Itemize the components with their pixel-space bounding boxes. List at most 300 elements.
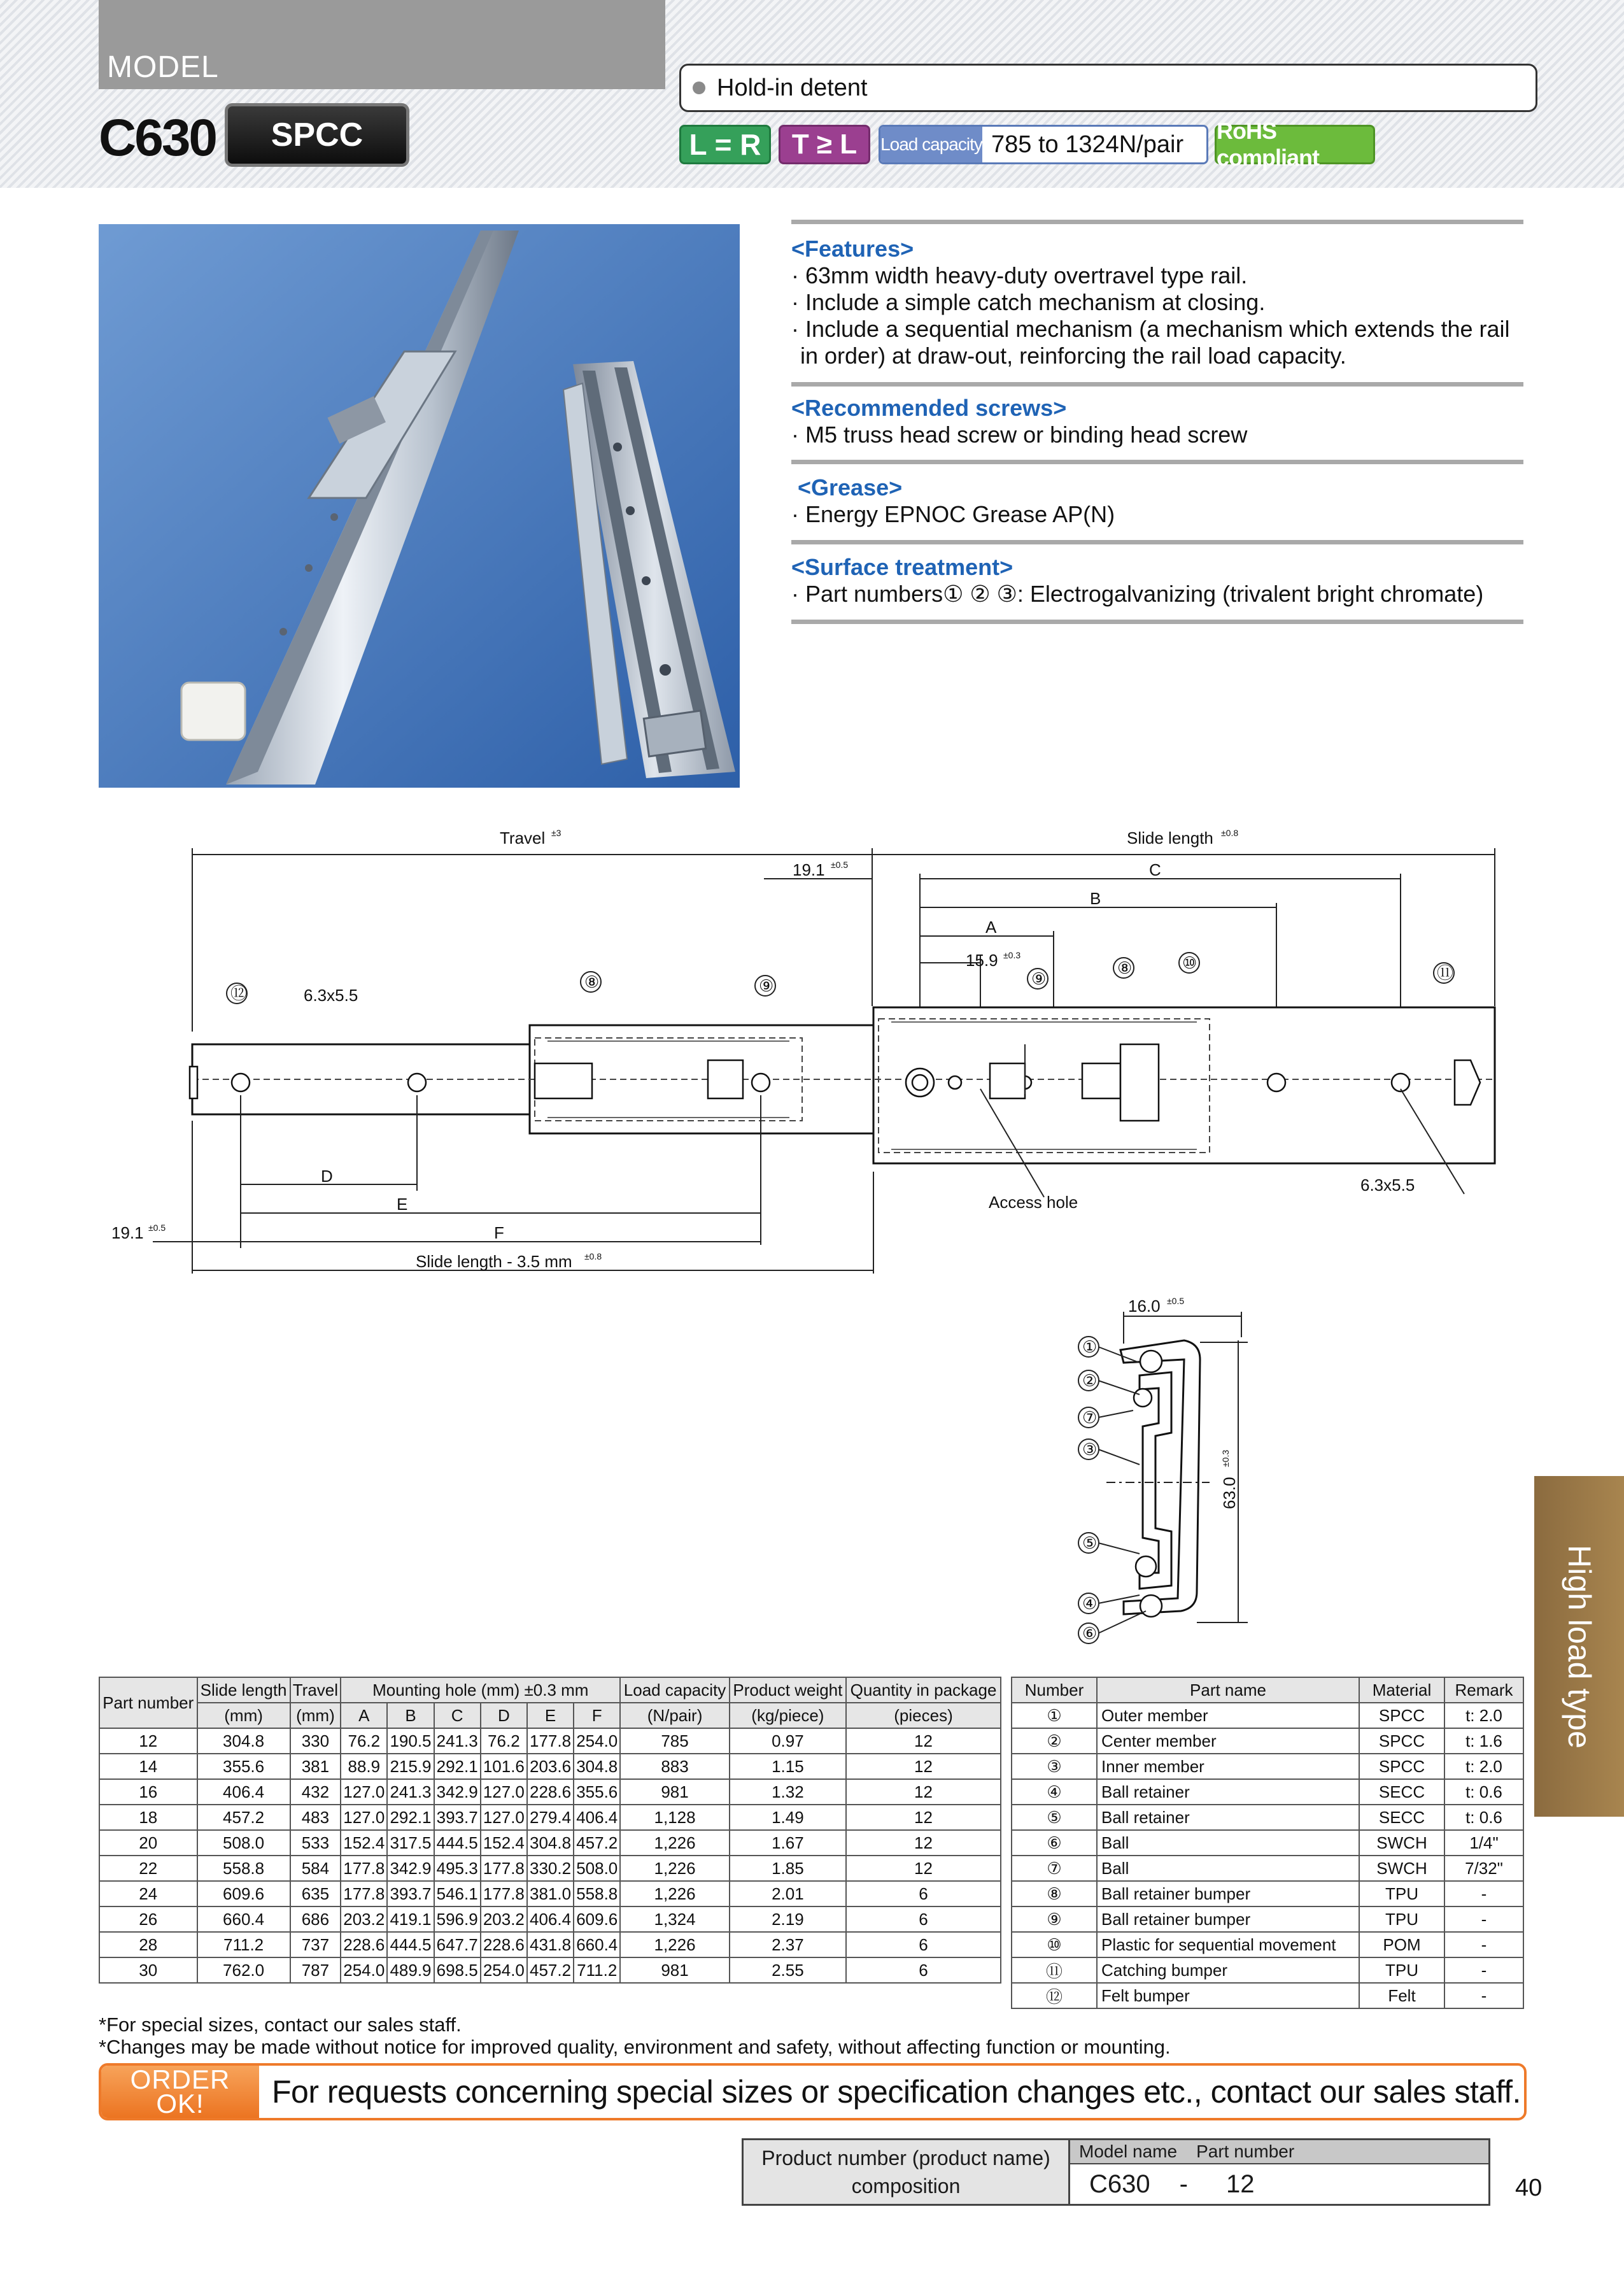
spec-cell: 203.2 bbox=[341, 1906, 387, 1932]
spec-cell: 457.2 bbox=[574, 1830, 620, 1856]
spec-cell: 2.55 bbox=[730, 1957, 846, 1983]
rohs-badge: RoHS compliant bbox=[1215, 125, 1375, 164]
spec-cell: 241.3 bbox=[434, 1728, 481, 1754]
spec-cell: 1,226 bbox=[620, 1881, 729, 1906]
bullet-icon bbox=[693, 82, 705, 94]
callout-4: ④ bbox=[1082, 1594, 1098, 1613]
model-name: C630 bbox=[99, 109, 216, 167]
spec-cell: 12 bbox=[846, 1805, 1001, 1830]
spec-cell: 483 bbox=[290, 1805, 341, 1830]
spec-row bbox=[99, 1957, 1001, 1983]
spec-cell: 177.8 bbox=[481, 1856, 527, 1881]
parts-cell: t: 1.6 bbox=[1444, 1728, 1523, 1754]
spec-cell: 177.8 bbox=[341, 1881, 387, 1906]
callout-11: ⑪ bbox=[1437, 963, 1454, 983]
spec-cell: 254.0 bbox=[574, 1728, 620, 1754]
spec-cell: 981 bbox=[620, 1779, 729, 1805]
spec-cell: 609.6 bbox=[574, 1906, 620, 1932]
tag-t-ge-l: T ≥ L bbox=[779, 125, 870, 164]
parts-cell: Ball retainer bbox=[1097, 1805, 1359, 1830]
spec-cell: 14 bbox=[99, 1754, 197, 1779]
screws-heading: <Recommended screws> bbox=[791, 395, 1067, 421]
spec-cell: 292.1 bbox=[434, 1754, 481, 1779]
parts-cell: TPU bbox=[1359, 1881, 1444, 1906]
note-changes: *Changes may be made without notice for improved quality, environment and safety, without affecting function or mounting. bbox=[99, 2036, 1171, 2058]
spec-cell: 152.4 bbox=[341, 1830, 387, 1856]
spec-cell: 30 bbox=[99, 1957, 197, 1983]
callout-6: ⑥ bbox=[1082, 1624, 1098, 1643]
screws-section bbox=[791, 395, 1523, 448]
th-col-c: C bbox=[434, 1703, 481, 1728]
spec-cell: 2.01 bbox=[730, 1881, 846, 1906]
spec-cell: 432 bbox=[290, 1779, 341, 1805]
pn-model-name-header: Model name bbox=[1079, 2141, 1178, 2161]
th-col-f: F bbox=[574, 1703, 620, 1728]
spec-table bbox=[99, 1677, 1001, 1984]
parts-cell: Plastic for sequential movement bbox=[1097, 1932, 1359, 1957]
th-col-e: E bbox=[527, 1703, 574, 1728]
order-text: For requests concerning special sizes or specification changes etc., contact our sales staff. bbox=[272, 2074, 1521, 2110]
spec-cell: 304.8 bbox=[527, 1830, 574, 1856]
spec-cell: 444.5 bbox=[387, 1932, 434, 1957]
spec-cell: 1.85 bbox=[730, 1856, 846, 1881]
callout-10: ⑩ bbox=[1182, 953, 1197, 972]
parts-cell: ⑩ bbox=[1012, 1932, 1097, 1957]
parts-cell: ⑥ bbox=[1012, 1830, 1097, 1856]
tag-l-equals-r: L = R bbox=[679, 125, 771, 164]
spec-cell: 647.7 bbox=[434, 1932, 481, 1957]
th-slide-length: Slide length bbox=[197, 1677, 290, 1703]
spec-cell: 406.4 bbox=[527, 1906, 574, 1932]
hole-size-right: 6.3x5.5 bbox=[1360, 1175, 1415, 1195]
pn-part-number-header: Part number bbox=[1196, 2141, 1295, 2161]
th-load-capacity: Load capacity bbox=[620, 1677, 729, 1703]
spec-cell: 203.2 bbox=[481, 1906, 527, 1932]
parts-cell: ⑪ bbox=[1012, 1957, 1097, 1983]
spec-cell: 6 bbox=[846, 1906, 1001, 1932]
spec-cell: 558.8 bbox=[197, 1856, 290, 1881]
spec-cell: 381.0 bbox=[527, 1881, 574, 1906]
spec-cell: 241.3 bbox=[387, 1779, 434, 1805]
load-capacity-label: Load capacity bbox=[880, 127, 982, 162]
callout-9: ⑨ bbox=[759, 976, 774, 995]
slide-minus-label: Slide length - 3.5 mm bbox=[416, 1252, 572, 1271]
pn-label: Product number (product name) composition bbox=[744, 2140, 1070, 2204]
spec-cell: 0.97 bbox=[730, 1728, 846, 1754]
parts-table bbox=[1011, 1677, 1524, 2009]
spec-cell: 2.37 bbox=[730, 1932, 846, 1957]
dim-16: 16.0 bbox=[1128, 1296, 1161, 1316]
spec-cell: 215.9 bbox=[387, 1754, 434, 1779]
callout-3: ③ bbox=[1082, 1440, 1098, 1459]
spec-cell: 127.0 bbox=[481, 1779, 527, 1805]
technical-drawing bbox=[0, 815, 1624, 1687]
callout-8b: ⑧ bbox=[1117, 958, 1133, 977]
spec-cell: 431.8 bbox=[527, 1932, 574, 1957]
spec-cell: 228.6 bbox=[341, 1932, 387, 1957]
parts-cell: Center member bbox=[1097, 1728, 1359, 1754]
spec-row bbox=[99, 1779, 1001, 1805]
detent-box bbox=[679, 64, 1537, 112]
surface-item: · Part numbers① ② ③: Electrogalvanizing (trivalent bright chromate) bbox=[791, 581, 1484, 607]
spec-cell: 177.8 bbox=[341, 1856, 387, 1881]
spec-cell: 254.0 bbox=[341, 1957, 387, 1983]
spec-row bbox=[99, 1754, 1001, 1779]
divider bbox=[791, 540, 1523, 544]
spec-cell: 1,226 bbox=[620, 1830, 729, 1856]
spec-row bbox=[99, 1805, 1001, 1830]
material-badge: SPCC bbox=[225, 103, 409, 167]
pn-dash: - bbox=[1179, 2169, 1188, 2198]
spec-cell: 304.8 bbox=[197, 1728, 290, 1754]
divider bbox=[791, 382, 1523, 387]
spec-cell: 228.6 bbox=[527, 1779, 574, 1805]
parts-cell: ⑤ bbox=[1012, 1805, 1097, 1830]
spec-cell: 20 bbox=[99, 1830, 197, 1856]
travel-label: Travel bbox=[500, 828, 546, 848]
callout-9b: ⑨ bbox=[1031, 969, 1047, 988]
parts-cell: Ball bbox=[1097, 1856, 1359, 1881]
parts-cell: TPU bbox=[1359, 1906, 1444, 1932]
spec-cell: 393.7 bbox=[387, 1881, 434, 1906]
spec-row bbox=[99, 1830, 1001, 1856]
spec-cell: 635 bbox=[290, 1881, 341, 1906]
load-capacity-box bbox=[879, 125, 1208, 164]
th-remark: Remark bbox=[1444, 1677, 1523, 1703]
th-part-number: Part number bbox=[99, 1677, 197, 1728]
page-number: 40 bbox=[1515, 2175, 1543, 2201]
spec-cell: 787 bbox=[290, 1957, 341, 1983]
parts-cell: Catching bumper bbox=[1097, 1957, 1359, 1983]
spec-cell: 127.0 bbox=[341, 1779, 387, 1805]
spec-cell: 16 bbox=[99, 1779, 197, 1805]
spec-cell: 22 bbox=[99, 1856, 197, 1881]
th-mm: (mm) bbox=[197, 1703, 290, 1728]
spec-cell: 711.2 bbox=[574, 1957, 620, 1983]
spec-cell: 292.1 bbox=[387, 1805, 434, 1830]
th-col-a: A bbox=[341, 1703, 387, 1728]
spec-cell: 444.5 bbox=[434, 1830, 481, 1856]
spec-row bbox=[99, 1932, 1001, 1957]
spec-cell: 355.6 bbox=[574, 1779, 620, 1805]
callout-12: ⑫ bbox=[230, 984, 248, 1003]
dim-15-9: 15.9 bbox=[966, 951, 998, 970]
pn-values bbox=[1070, 2140, 1488, 2204]
spec-cell: 152.4 bbox=[481, 1830, 527, 1856]
spec-cell: 883 bbox=[620, 1754, 729, 1779]
parts-cell: SWCH bbox=[1359, 1856, 1444, 1881]
spec-cell: 254.0 bbox=[481, 1957, 527, 1983]
parts-row bbox=[1012, 1703, 1523, 1728]
parts-cell: Ball bbox=[1097, 1830, 1359, 1856]
spec-cell: 609.6 bbox=[197, 1881, 290, 1906]
tol-top: ±0.5 bbox=[831, 860, 849, 870]
spec-cell: 762.0 bbox=[197, 1957, 290, 1983]
spec-cell: 1,324 bbox=[620, 1906, 729, 1932]
spec-cell: 18 bbox=[99, 1805, 197, 1830]
th-quantity: Quantity in package bbox=[846, 1677, 1001, 1703]
dim-letter-f: F bbox=[494, 1223, 504, 1242]
grease-heading: <Grease> bbox=[798, 474, 903, 501]
spec-cell: 24 bbox=[99, 1881, 197, 1906]
parts-cell: t: 2.0 bbox=[1444, 1754, 1523, 1779]
th-qty-unit: (pieces) bbox=[846, 1703, 1001, 1728]
spec-cell: 12 bbox=[846, 1779, 1001, 1805]
detent-text: Hold-in detent bbox=[717, 74, 868, 101]
parts-cell: - bbox=[1444, 1881, 1523, 1906]
grease-item: · Energy EPNOC Grease AP(N) bbox=[791, 501, 1115, 527]
spec-cell: 1,128 bbox=[620, 1805, 729, 1830]
model-label: MODEL bbox=[107, 50, 219, 84]
spec-cell: 1,226 bbox=[620, 1932, 729, 1957]
slide-minus-tolerance: ±0.8 bbox=[584, 1251, 602, 1261]
divider bbox=[791, 220, 1523, 224]
spec-cell: 6 bbox=[846, 1957, 1001, 1983]
spec-cell: 12 bbox=[99, 1728, 197, 1754]
spec-cell: 12 bbox=[846, 1856, 1001, 1881]
spec-cell: 12 bbox=[846, 1754, 1001, 1779]
spec-cell: 546.1 bbox=[434, 1881, 481, 1906]
parts-row bbox=[1012, 1983, 1523, 2008]
grease-section bbox=[791, 474, 1523, 528]
spec-cell: 342.9 bbox=[387, 1856, 434, 1881]
spec-cell: 698.5 bbox=[434, 1957, 481, 1983]
feature-item: · 63mm width heavy-duty overtravel type rail. bbox=[791, 262, 1248, 288]
spec-cell: 88.9 bbox=[341, 1754, 387, 1779]
th-part-name: Part name bbox=[1097, 1677, 1359, 1703]
dim-19-1-top: 19.1 bbox=[793, 860, 825, 879]
features-heading: <Features> bbox=[791, 236, 914, 262]
spec-cell: 1.15 bbox=[730, 1754, 846, 1779]
parts-cell: Inner member bbox=[1097, 1754, 1359, 1779]
screws-item: · M5 truss head screw or binding head screw bbox=[791, 422, 1248, 448]
parts-cell: SECC bbox=[1359, 1805, 1444, 1830]
callout-7: ⑦ bbox=[1082, 1408, 1098, 1427]
parts-cell: POM bbox=[1359, 1932, 1444, 1957]
parts-cell: - bbox=[1444, 1906, 1523, 1932]
spec-cell: 495.3 bbox=[434, 1856, 481, 1881]
tol-bottom: ±0.5 bbox=[148, 1223, 166, 1233]
order-ok-badge bbox=[101, 2066, 259, 2118]
spec-cell: 596.9 bbox=[434, 1906, 481, 1932]
spec-cell: 533 bbox=[290, 1830, 341, 1856]
slide-length-label: Slide length bbox=[1127, 828, 1213, 848]
spec-cell: 127.0 bbox=[481, 1805, 527, 1830]
th-col-d: D bbox=[481, 1703, 527, 1728]
spec-cell: 177.8 bbox=[527, 1728, 574, 1754]
spec-cell: 304.8 bbox=[574, 1754, 620, 1779]
parts-cell: Felt bbox=[1359, 1983, 1444, 2008]
spec-cell: 419.1 bbox=[387, 1906, 434, 1932]
travel-tolerance: ±3 bbox=[551, 828, 561, 838]
parts-cell: Ball retainer bumper bbox=[1097, 1881, 1359, 1906]
tol-16: ±0.5 bbox=[1167, 1296, 1185, 1306]
parts-row bbox=[1012, 1830, 1523, 1856]
dim-letter-b: B bbox=[1090, 889, 1101, 908]
th-product-weight: Product weight bbox=[730, 1677, 846, 1703]
spec-cell: 1.49 bbox=[730, 1805, 846, 1830]
spec-cell: 342.9 bbox=[434, 1779, 481, 1805]
parts-cell: t: 0.6 bbox=[1444, 1779, 1523, 1805]
tol-15-9: ±0.3 bbox=[1003, 950, 1021, 960]
dim-63: 63.0 bbox=[1220, 1477, 1239, 1509]
dim-19-1-bottom: 19.1 bbox=[111, 1223, 144, 1242]
order-ok-line2: OK! bbox=[156, 2089, 204, 2119]
spec-cell: 2.19 bbox=[730, 1906, 846, 1932]
parts-cell: 7/32" bbox=[1444, 1856, 1523, 1881]
parts-cell: TPU bbox=[1359, 1957, 1444, 1983]
pn-part: 12 bbox=[1225, 2169, 1255, 2198]
parts-row bbox=[1012, 1906, 1523, 1932]
parts-row bbox=[1012, 1805, 1523, 1830]
feature-item: · Include a simple catch mechanism at closing. bbox=[791, 289, 1266, 315]
parts-cell: SPCC bbox=[1359, 1754, 1444, 1779]
callout-2: ② bbox=[1082, 1371, 1098, 1390]
parts-cell: SWCH bbox=[1359, 1830, 1444, 1856]
spec-cell: 330 bbox=[290, 1728, 341, 1754]
parts-cell: ④ bbox=[1012, 1779, 1097, 1805]
spec-cell: 508.0 bbox=[574, 1856, 620, 1881]
th-mounting-hole: Mounting hole (mm) ±0.3 mm bbox=[341, 1677, 620, 1703]
spec-cell: 457.2 bbox=[527, 1957, 574, 1983]
parts-cell: Ball retainer bumper bbox=[1097, 1906, 1359, 1932]
spec-cell: 381 bbox=[290, 1754, 341, 1779]
spec-cell: 76.2 bbox=[341, 1728, 387, 1754]
spec-cell: 317.5 bbox=[387, 1830, 434, 1856]
pn-model: C630 bbox=[1089, 2169, 1150, 2198]
spec-cell: 393.7 bbox=[434, 1805, 481, 1830]
th-material: Material bbox=[1359, 1677, 1444, 1703]
parts-cell: Ball retainer bbox=[1097, 1779, 1359, 1805]
surface-heading: <Surface treatment> bbox=[791, 554, 1013, 580]
th-travel: Travel bbox=[290, 1677, 341, 1703]
spec-cell: 26 bbox=[99, 1906, 197, 1932]
spec-cell: 177.8 bbox=[481, 1881, 527, 1906]
note-special-sizes: *For special sizes, contact our sales staff. bbox=[99, 2013, 462, 2036]
spec-cell: 355.6 bbox=[197, 1754, 290, 1779]
order-bar bbox=[99, 2063, 1527, 2120]
spec-cell: 584 bbox=[290, 1856, 341, 1881]
parts-row bbox=[1012, 1856, 1523, 1881]
spec-cell: 457.2 bbox=[197, 1805, 290, 1830]
parts-cell: SPCC bbox=[1359, 1703, 1444, 1728]
spec-cell: 711.2 bbox=[197, 1932, 290, 1957]
spec-cell: 228.6 bbox=[481, 1932, 527, 1957]
dim-letter-e: E bbox=[397, 1195, 408, 1214]
parts-cell: ⑫ bbox=[1012, 1983, 1097, 2008]
spec-row bbox=[99, 1906, 1001, 1932]
parts-cell: ② bbox=[1012, 1728, 1097, 1754]
slide-length-tolerance: ±0.8 bbox=[1221, 828, 1239, 838]
parts-cell: - bbox=[1444, 1932, 1523, 1957]
spec-cell: 558.8 bbox=[574, 1881, 620, 1906]
spec-cell: 6 bbox=[846, 1932, 1001, 1957]
spec-cell: 6 bbox=[846, 1881, 1001, 1906]
parts-cell: t: 0.6 bbox=[1444, 1805, 1523, 1830]
parts-cell: ⑦ bbox=[1012, 1856, 1097, 1881]
th-mm: (mm) bbox=[290, 1703, 341, 1728]
surface-section bbox=[791, 554, 1523, 607]
spec-cell: 737 bbox=[290, 1932, 341, 1957]
parts-cell: ③ bbox=[1012, 1754, 1097, 1779]
divider bbox=[791, 620, 1523, 624]
spec-row bbox=[99, 1881, 1001, 1906]
features-section bbox=[791, 236, 1523, 369]
tol-63: ±0.3 bbox=[1220, 1449, 1231, 1467]
slide-rail-photo-icon bbox=[99, 224, 740, 788]
callout-8: ⑧ bbox=[584, 972, 600, 991]
th-weight-unit: (kg/piece) bbox=[730, 1703, 846, 1728]
parts-cell: - bbox=[1444, 1957, 1523, 1983]
parts-row bbox=[1012, 1932, 1523, 1957]
parts-cell: ⑨ bbox=[1012, 1906, 1097, 1932]
pn-value-row bbox=[1070, 2164, 1488, 2204]
parts-cell: - bbox=[1444, 1983, 1523, 2008]
divider bbox=[791, 460, 1523, 464]
spec-cell: 76.2 bbox=[481, 1728, 527, 1754]
product-number-composition bbox=[742, 2138, 1490, 2206]
spec-cell: 981 bbox=[620, 1957, 729, 1983]
spec-cell: 686 bbox=[290, 1906, 341, 1932]
spec-cell: 785 bbox=[620, 1728, 729, 1754]
spec-table-body bbox=[99, 1728, 1001, 1983]
parts-cell: Felt bumper bbox=[1097, 1983, 1359, 2008]
spec-cell: 203.6 bbox=[527, 1754, 574, 1779]
parts-cell: t: 2.0 bbox=[1444, 1703, 1523, 1728]
spec-cell: 406.4 bbox=[574, 1805, 620, 1830]
spec-cell: 1,226 bbox=[620, 1856, 729, 1881]
spec-cell: 406.4 bbox=[197, 1779, 290, 1805]
parts-cell: ⑧ bbox=[1012, 1881, 1097, 1906]
spec-cell: 101.6 bbox=[481, 1754, 527, 1779]
dim-letter-c: C bbox=[1149, 860, 1161, 879]
spec-cell: 1.67 bbox=[730, 1830, 846, 1856]
th-load-unit: (N/pair) bbox=[620, 1703, 729, 1728]
side-tab-text: High load type bbox=[1561, 1544, 1597, 1749]
parts-cell: ① bbox=[1012, 1703, 1097, 1728]
load-capacity-value: 785 to 1324N/pair bbox=[991, 131, 1184, 158]
spec-cell: 190.5 bbox=[387, 1728, 434, 1754]
spec-cell: 127.0 bbox=[341, 1805, 387, 1830]
spec-row bbox=[99, 1728, 1001, 1754]
callout-5: ⑤ bbox=[1082, 1533, 1098, 1552]
spec-cell: 660.4 bbox=[197, 1906, 290, 1932]
dim-letter-a: A bbox=[985, 918, 997, 937]
spec-cell: 508.0 bbox=[197, 1830, 290, 1856]
parts-cell: Outer member bbox=[1097, 1703, 1359, 1728]
pn-header bbox=[1070, 2140, 1488, 2164]
hole-size-left: 6.3x5.5 bbox=[304, 986, 358, 1005]
th-number: Number bbox=[1012, 1677, 1097, 1703]
spec-cell: 28 bbox=[99, 1932, 197, 1957]
parts-cell: SECC bbox=[1359, 1779, 1444, 1805]
parts-cell: 1/4" bbox=[1444, 1830, 1523, 1856]
parts-cell: SPCC bbox=[1359, 1728, 1444, 1754]
product-photo bbox=[99, 224, 740, 788]
callout-1: ① bbox=[1082, 1337, 1098, 1356]
side-tab bbox=[1534, 1476, 1624, 1817]
parts-row bbox=[1012, 1881, 1523, 1906]
parts-row bbox=[1012, 1957, 1523, 1983]
spec-cell: 12 bbox=[846, 1830, 1001, 1856]
spec-cell: 279.4 bbox=[527, 1805, 574, 1830]
parts-row bbox=[1012, 1754, 1523, 1779]
dim-letter-d: D bbox=[321, 1167, 333, 1186]
access-hole-label: Access hole bbox=[989, 1193, 1078, 1212]
parts-row bbox=[1012, 1728, 1523, 1754]
spec-row bbox=[99, 1856, 1001, 1881]
parts-row bbox=[1012, 1779, 1523, 1805]
